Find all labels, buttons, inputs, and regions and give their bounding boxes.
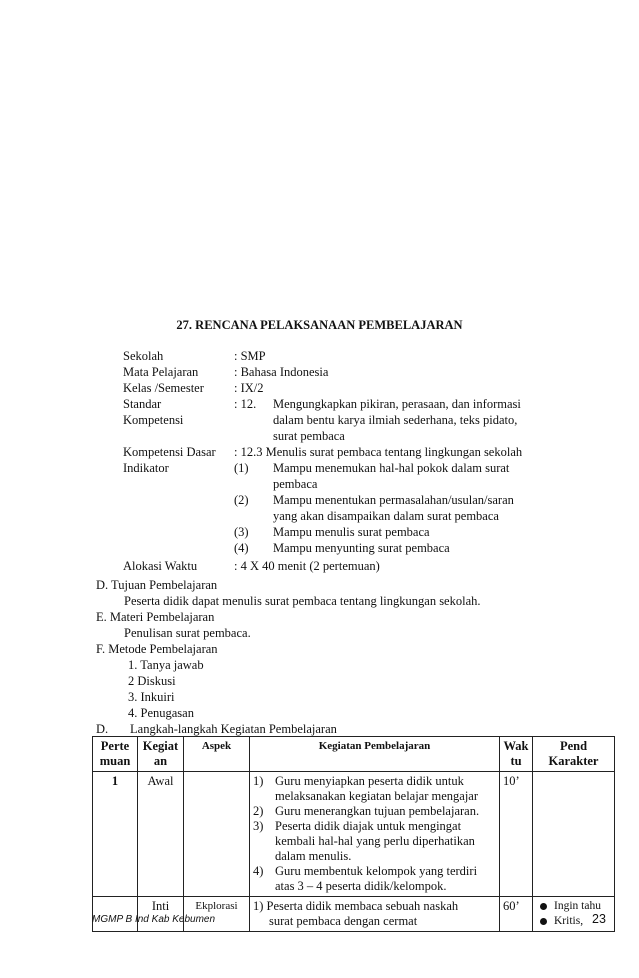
- label-indikator: Indikator: [123, 461, 169, 475]
- ind-text-1a: Mampu menemukan hal-hal pokok dalam surat: [273, 461, 510, 475]
- label-mapel: Mata Pelajaran: [123, 365, 199, 379]
- cell-waktu: 10’: [500, 772, 533, 897]
- list-item: 2) Guru menerangkan tujuan pembelajaran.: [253, 804, 480, 818]
- method-item-4: 4. Penugasan: [128, 706, 194, 720]
- sk-text-2: dalam bentu karya ilmiah sederhana, teks pidato,: [273, 413, 518, 427]
- sk-text-1: Mengungkapkan pikiran, perasaan, dan informasi: [273, 397, 521, 411]
- value-kelas: : IX/2: [234, 381, 264, 395]
- ind-text-2b: yang akan disampaikan dalam surat pembaca: [273, 509, 499, 523]
- sk-number: : 12.: [234, 397, 257, 411]
- method-item-3: 3. Inkuiri: [128, 690, 175, 704]
- karakter-item: Kritis,: [536, 914, 611, 929]
- cell-aspek: [184, 772, 250, 897]
- value-mapel: : Bahasa Indonesia: [234, 365, 329, 379]
- header-aspek: Aspek: [184, 737, 250, 772]
- section-metode-heading: F. Metode Pembelajaran: [96, 642, 218, 656]
- cell-kegiatan-list: [250, 772, 500, 897]
- section-materi-text: Penulisan surat pembaca.: [124, 626, 251, 640]
- label-kd: Kompetensi Dasar: [123, 445, 216, 459]
- ind-text-2a: Mampu menentukan permasalahan/usulan/saran: [273, 493, 514, 507]
- sk-text-3: surat pembaca: [273, 429, 345, 443]
- cell-kegiatan-list: [250, 897, 500, 932]
- label-standar: Standar: [123, 397, 162, 411]
- page-title: 27. RENCANA PELAKSANAAN PEMBELAJARAN: [176, 318, 463, 332]
- header-waktu: Wak tu: [500, 737, 533, 772]
- ind-num-4: (4): [234, 541, 249, 555]
- page-number: 23: [592, 912, 606, 926]
- value-kd: : 12.3 Menulis surat pembaca tentang lingkungan sekolah: [234, 445, 523, 459]
- ind-num-3: (3): [234, 525, 249, 539]
- label-kompetensi: Kompetensi: [123, 413, 184, 427]
- list-item: 3) Peserta didik diajak untuk mengingat kembali hal-hal yang perlu diperhatikan dalam menulis.: [253, 819, 475, 863]
- ind-num-1: (1): [234, 461, 249, 475]
- list-item: 4) Guru membentuk kelompok yang terdiri atas 3 – 4 peserta didik/kelompok.: [253, 864, 478, 893]
- list-item: 1) Guru menyiapkan peserta didik untuk melaksanakan kegiatan belajar mengajar: [253, 774, 479, 803]
- method-item-2: 2 Diskusi: [128, 674, 176, 688]
- cell-kegiatan: Awal: [138, 772, 184, 897]
- header-kegiatan: Kegiat an: [138, 737, 184, 772]
- activity-table: [92, 736, 615, 932]
- section-tujuan-heading: D. Tujuan Pembelajaran: [96, 578, 218, 592]
- ind-text-4: Mampu menyunting surat pembaca: [273, 541, 450, 555]
- bullet-icon: [540, 918, 547, 925]
- cell-karakter: [533, 772, 615, 897]
- header-kegiatan-pembelajaran: Kegiatan Pembelajaran: [250, 737, 500, 772]
- section-tujuan-text: Peserta didik dapat menulis surat pembaca tentang lingkungan sekolah.: [124, 594, 481, 608]
- header-pertemuan: Perte muan: [93, 737, 138, 772]
- ind-text-3: Mampu menulis surat pembaca: [273, 525, 430, 539]
- value-sekolah: : SMP: [234, 349, 266, 363]
- ind-num-2: (2): [234, 493, 249, 507]
- method-item-1: 1. Tanya jawab: [128, 658, 204, 672]
- cell-pertemuan: 1: [93, 772, 138, 897]
- cell-aspek: Ekplorasi: [184, 897, 250, 932]
- list-item: 1) Peserta didik membaca sebuah naskah: [253, 899, 459, 913]
- ind-text-1b: pembaca: [273, 477, 318, 491]
- value-waktu: : 4 X 40 menit (2 pertemuan): [234, 559, 380, 573]
- section-langkah-heading: D. Langkah-langkah Kegiatan Pembelajaran: [96, 722, 337, 736]
- table-row: [93, 772, 615, 897]
- cell-kegiatan: Inti: [138, 897, 184, 932]
- label-kelas: Kelas /Semester: [123, 381, 204, 395]
- label-sekolah: Sekolah: [123, 349, 164, 363]
- karakter-item: Ingin tahu: [536, 899, 611, 914]
- section-materi-heading: E. Materi Pembelajaran: [96, 610, 215, 624]
- cell-waktu: 60’: [500, 897, 533, 932]
- bullet-icon: [540, 903, 547, 910]
- list-item-continued: surat pembaca dengan cermat: [269, 914, 418, 928]
- label-waktu: Alokasi Waktu: [123, 559, 198, 573]
- header-karakter: Pend Karakter: [533, 737, 615, 772]
- footer-org: MGMP B Ind Kab Kebumen: [92, 914, 216, 925]
